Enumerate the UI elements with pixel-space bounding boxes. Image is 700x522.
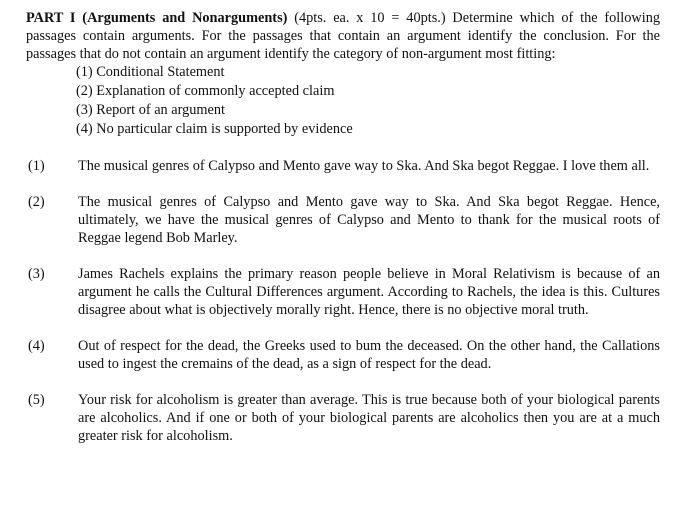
category-item: (2) Explanation of commonly accepted claim bbox=[76, 83, 335, 99]
category-item: (4) No particular claim is supported by evidence bbox=[76, 121, 353, 137]
passage-text: Out of respect for the dead, the Greeks used to bum the deceased. On the other hand, the Callations used to ingest the cremains of the dead, as a sign of respect for the dead. bbox=[78, 338, 660, 372]
category-item: (3) Report of an argument bbox=[76, 102, 226, 118]
passage-text: The musical genres of Calypso and Mento gave way to Ska. And Ska begot Reggae. Hence, ultimately, we have the musical genres of Calypso and Mento to thank for the musical roots of Reggae legend Bob Marley. bbox=[78, 194, 660, 246]
passage-text: The musical genres of Calypso and Mento gave way to Ska. And Ska begot Reggae. I love them all. bbox=[78, 158, 650, 174]
worksheet-page bbox=[26, 9, 660, 463]
passage-item bbox=[26, 193, 660, 247]
passage-item bbox=[26, 391, 660, 445]
part-title: PART I (Arguments and Nonarguments) bbox=[26, 10, 288, 26]
passage-text: James Rachels explains the primary reason people believe in Moral Relativism is because of an argument he calls the Cultural Differences argument. According to Rachels, the idea is this. Cultures disagree about what is objectively morally right. Hence, there is no objective moral truth. bbox=[78, 266, 660, 318]
passage-number: (4) bbox=[28, 338, 45, 354]
part-header bbox=[26, 9, 660, 63]
passage-number: (1) bbox=[28, 158, 45, 174]
passage-number: (3) bbox=[28, 266, 45, 282]
passage-list bbox=[26, 157, 660, 445]
passage-number: (2) bbox=[28, 194, 45, 210]
passage-item bbox=[26, 265, 660, 319]
non-argument-category-list bbox=[76, 63, 660, 139]
passage-text: Your risk for alcoholism is greater than average. This is true because both of your biological parents are alcoholics. And if one or both of your biological parents are alcoholics then you are at a much greater risk for alcoholism. bbox=[78, 392, 660, 444]
category-item: (1) Conditional Statement bbox=[76, 64, 225, 80]
passage-item bbox=[26, 337, 660, 373]
passage-number: (5) bbox=[28, 392, 45, 408]
passage-item bbox=[26, 157, 660, 175]
part-instructions: (4pts. ea. x 10 = 40pts.) Determine which of the following passages contain arguments. For the passages that contain an argument identify the conclusion. For the passages that do not contain an argument identify the category of non-argument most fitting: bbox=[26, 10, 660, 62]
